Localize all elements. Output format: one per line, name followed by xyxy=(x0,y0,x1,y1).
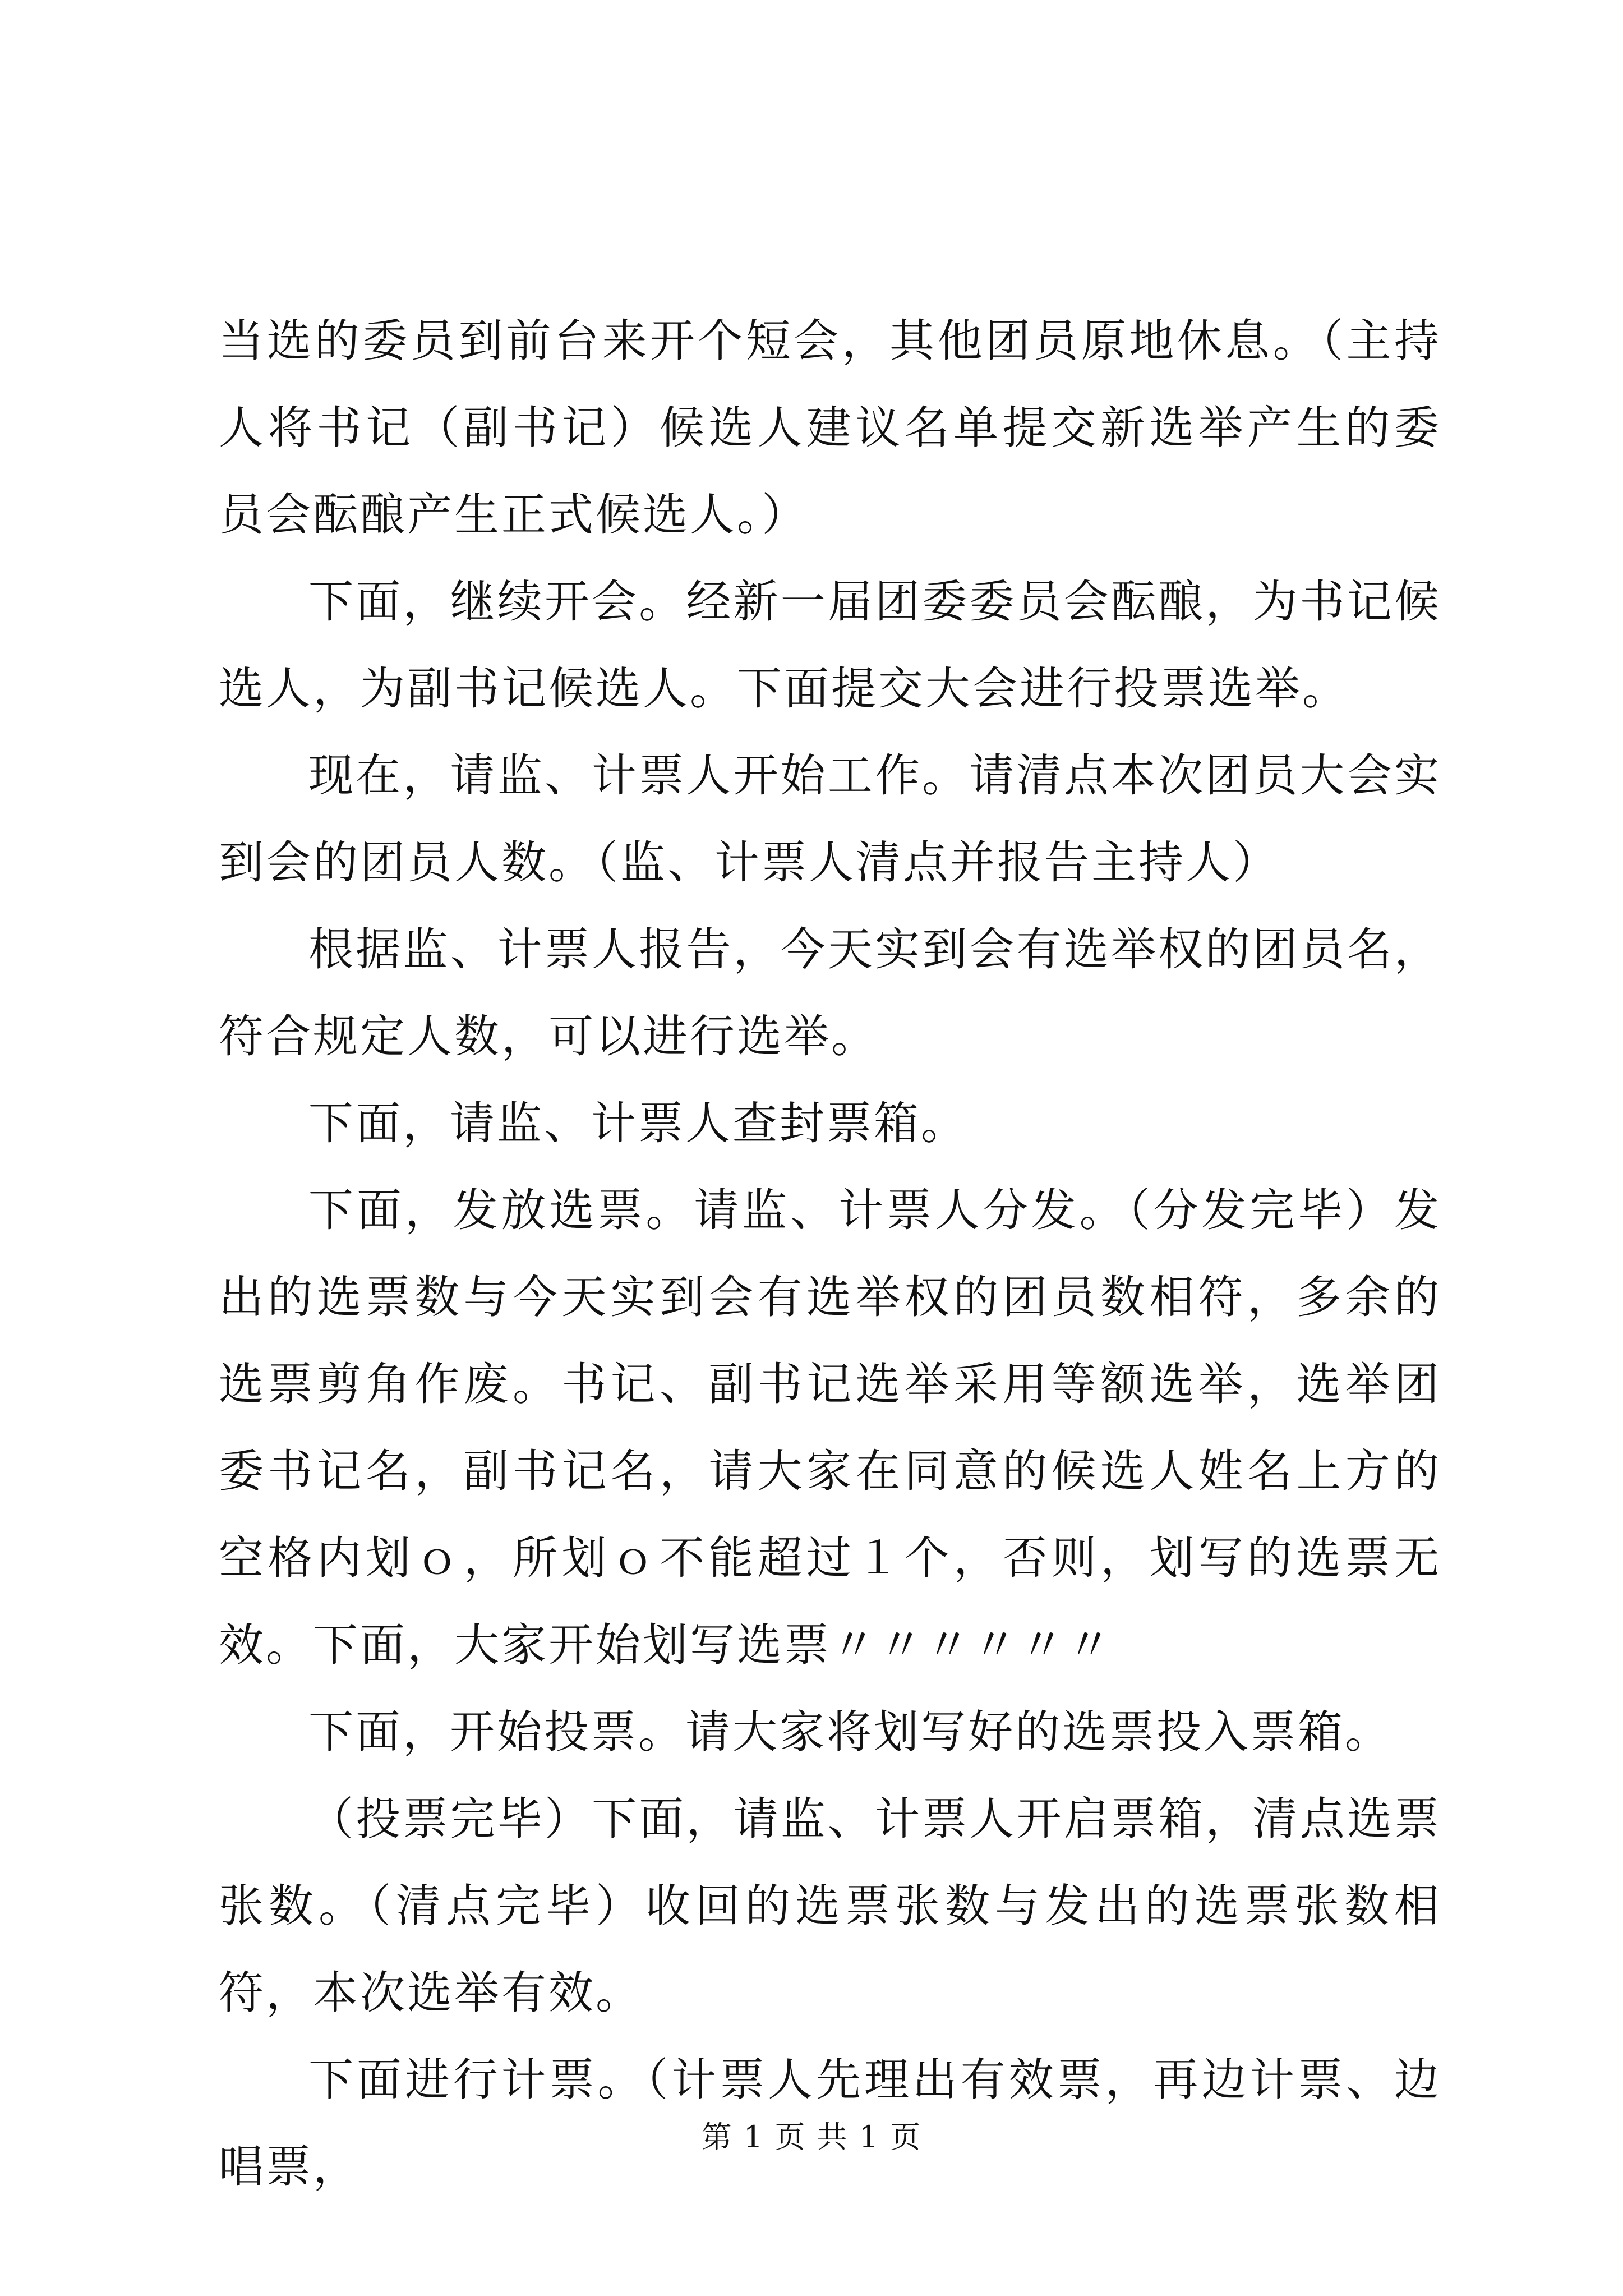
paragraph-6: 下面，发放选票。请监、计票人分发。（分发完毕）发出的选票数与今天实到会有选举权的团员数相符，多余的选票剪角作废。书记、副书记选举采用等额选举，选举团委书记名，副书记名，请大家在同意的候选人姓名上方的空格内划ｏ，所划ｏ不能超过１个，否则，划写的选票无效。下面，大家开始划写选票〃〃〃〃〃〃 xyxy=(219,1184,1441,1671)
paragraph-9: 下面进行计票。（计票人先理出有效票，再边计票、边唱票， xyxy=(219,2054,1441,2193)
paragraph-4: 根据监、计票人报告，今天实到会有选举权的团员名，符合规定人数，可以进行选举。 xyxy=(219,923,1441,1062)
paragraph-1: 当选的委员到前台来开个短会，其他团员原地休息。（主持人将书记（副书记）候选人建议名单提交新选举产生的委员会酝酿产生正式候选人。） xyxy=(219,315,1441,541)
document-body xyxy=(219,297,1441,2210)
paragraph-7: 下面，开始投票。请大家将划写好的选票投入票箱。 xyxy=(308,1706,1392,1758)
paragraph-8: （投票完毕）下面，请监、计票人开启票箱，清点选票张数。（清点完毕）收回的选票张数与发出的选票张数相符，本次选举有效。 xyxy=(219,1793,1441,2019)
paragraph-5: 下面，请监、计票人查封票箱。 xyxy=(308,1097,968,1149)
paragraph-3: 现在，请监、计票人开始工作。请清点本次团员大会实到会的团员人数。（监、计票人清点并报告主持人） xyxy=(219,749,1441,889)
paragraph-2: 下面，继续开会。经新一届团委委员会酝酿，为书记候选人，为副书记候选人。下面提交大会进行投票选举。 xyxy=(219,576,1441,715)
page-number-footer: 第 1 页 共 1 页 xyxy=(701,2119,922,2155)
